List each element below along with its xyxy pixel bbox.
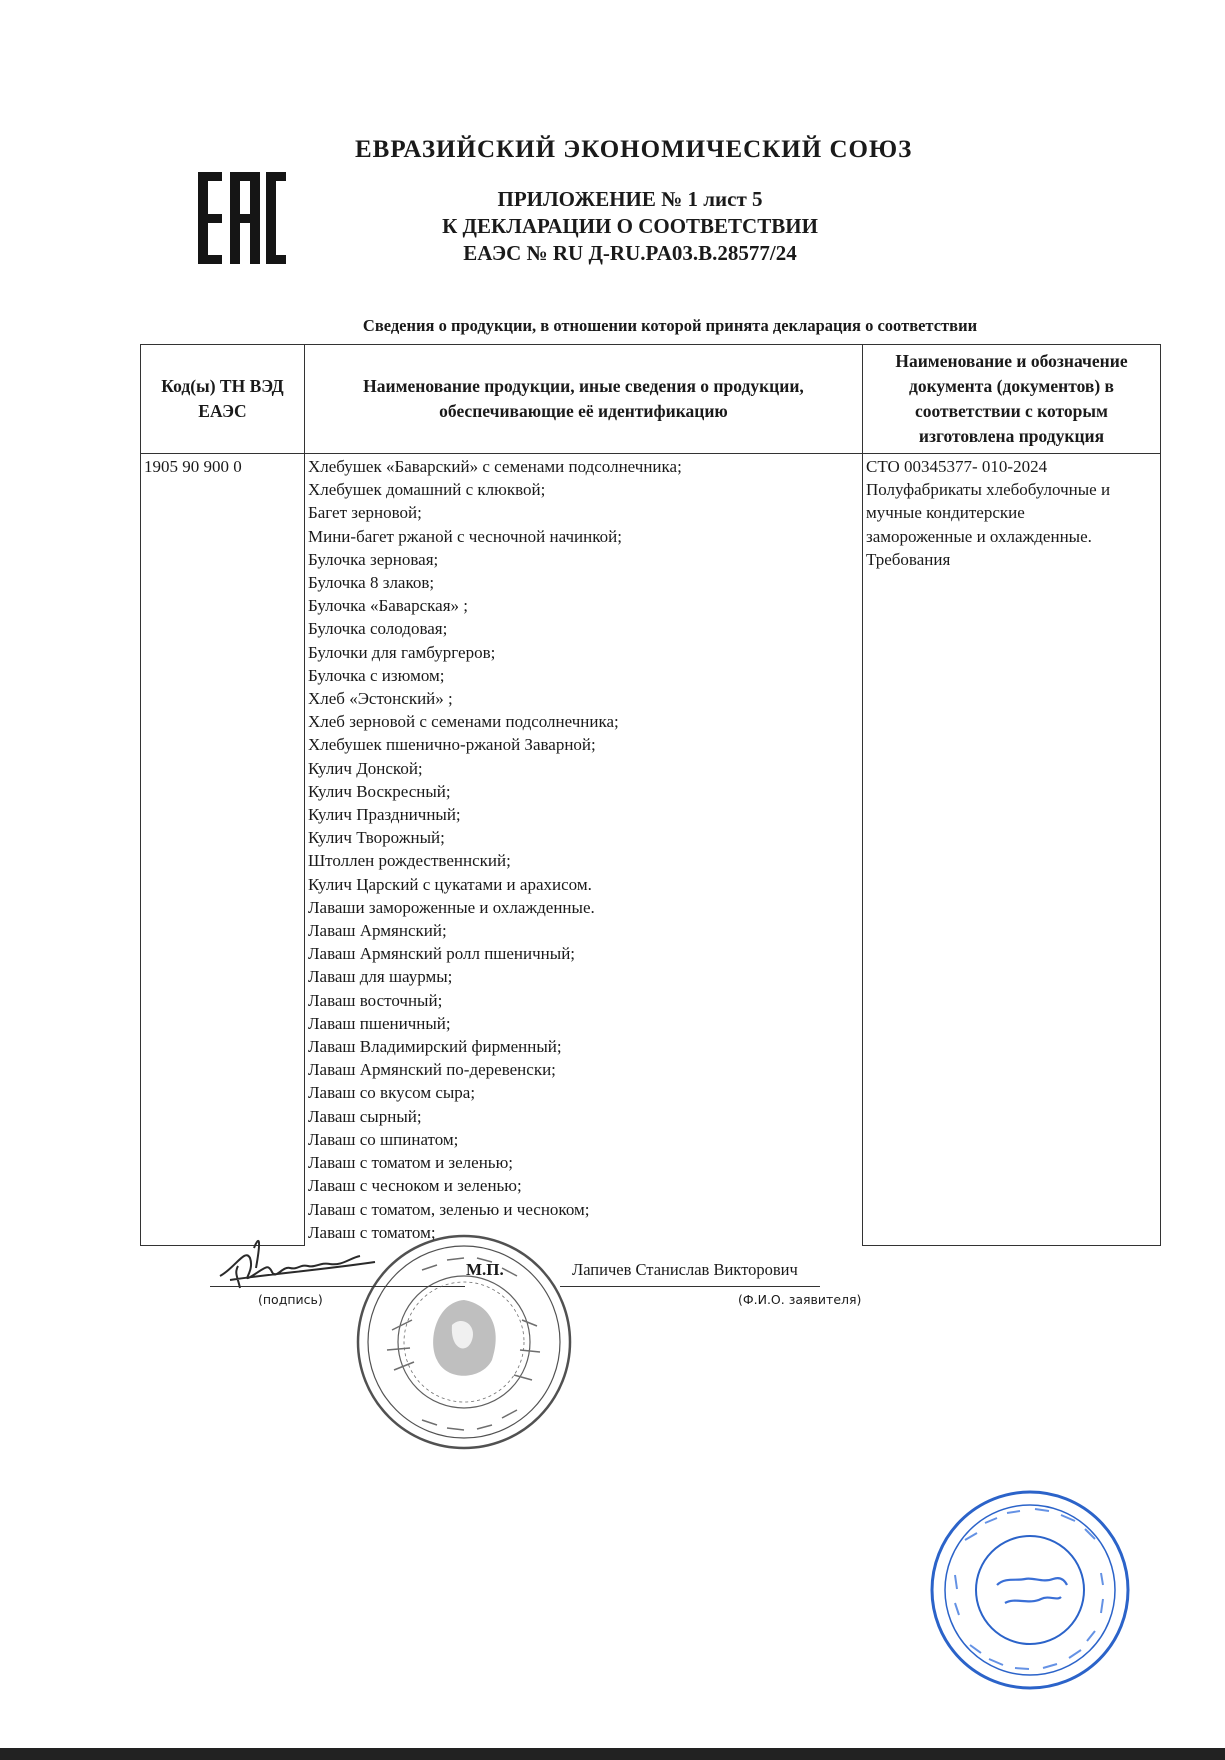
product-item: Лаваш Армянский ролл пшеничный;: [308, 944, 576, 964]
header-product-name: Наименование продукции, иные сведения о продукции, обеспечивающие её идентификацию: [305, 345, 863, 454]
header-standard-document: Наименование и обозначение документа (документов) в соответствии с которым изготовлена продукция: [863, 345, 1161, 454]
annex-heading: [380, 186, 880, 267]
product-item: Багет зерновой;: [308, 503, 422, 523]
product-list-cell: [305, 454, 863, 1246]
applicant-name: Лапичев Станислав Викторович: [572, 1260, 798, 1279]
product-item: Лаваш с томатом;: [308, 1222, 436, 1242]
company-seal: [352, 1230, 576, 1454]
product-item: Лаваши замороженные и охлажденные.: [308, 897, 595, 917]
product-item: Лаваш Владимирский фирменный;: [308, 1037, 562, 1057]
product-item: Лаваш с томатом и зеленью;: [308, 1153, 513, 1173]
product-item: Лаваш с чесноком и зеленью;: [308, 1176, 522, 1196]
product-item: Лаваш Армянский;: [308, 921, 447, 941]
seal-place-label: М.П.: [466, 1260, 504, 1279]
product-item: Булочка «Баварская» ;: [308, 596, 469, 616]
product-item: Кулич Творожный;: [308, 828, 445, 848]
standard-title-line: мучные кондитерские: [866, 503, 1025, 523]
hs-code-cell: 1905 90 900 0: [141, 454, 305, 1246]
annex-line-declaration: К ДЕКЛАРАЦИИ О СООТВЕТСТВИИ: [442, 214, 818, 238]
annex-line-number: ЕАЭС № RU Д-RU.PA03.B.28577/24: [463, 241, 797, 265]
products-subtitle: Сведения о продукции, в отношении которой принята декларация о соответствии: [362, 316, 978, 335]
product-item: Хлеб «Эстонский» ;: [308, 689, 453, 709]
header-hs-code: Код(ы) ТН ВЭД ЕАЭС: [141, 345, 305, 454]
applicant-caption: (Ф.И.О. заявителя): [738, 1292, 862, 1307]
annex-line-sheet: ПРИЛОЖЕНИЕ № 1 лист 5: [497, 187, 763, 211]
table-header-row: [141, 345, 1161, 454]
product-item: Лаваш для шаурмы;: [308, 967, 453, 987]
product-item: Хлебушек пшенично-ржаной Заварной;: [308, 735, 596, 755]
applicant-line: [560, 1286, 820, 1287]
product-item: Лаваш с томатом, зеленью и чесноком;: [308, 1199, 590, 1219]
eac-logo: [196, 170, 286, 266]
product-item: Кулич Праздничный;: [308, 805, 461, 825]
product-item: Булочка солодовая;: [308, 619, 448, 639]
product-item: Лаваш Армянский по-деревенски;: [308, 1060, 556, 1080]
product-item: Лаваш со шпинатом;: [308, 1129, 459, 1149]
products-table: [140, 344, 1161, 1246]
product-item: Лаваш восточный;: [308, 990, 443, 1010]
standard-title-line: Полуфабрикаты хлебобулочные и: [866, 480, 1111, 500]
standard-document-cell: [863, 454, 1161, 1246]
product-item: Хлебушек «Баварский» с семенами подсолнечника;: [308, 457, 682, 476]
product-item: Булочка с изюмом;: [308, 665, 445, 685]
product-item: Лаваш сырный;: [308, 1106, 422, 1126]
product-item: Хлеб зерновой с семенами подсолнечника;: [308, 712, 619, 732]
product-item: Штоллен рождественнский;: [308, 851, 511, 871]
product-item: Хлебушек домашний с клюквой;: [308, 480, 546, 500]
product-item: Лаваш пшеничный;: [308, 1013, 451, 1033]
product-item: Лаваш со вкусом сыра;: [308, 1083, 476, 1103]
standard-title-line: замороженные и охлажденные.: [866, 526, 1092, 546]
blue-stamp: [925, 1485, 1135, 1695]
product-item: Кулич Царский с цукатами и арахисом.: [308, 874, 592, 894]
product-item: Кулич Воскресный;: [308, 781, 451, 801]
product-item: Мини-багет ржаной с чесночной начинкой;: [308, 526, 622, 546]
signature-caption: (подпись): [258, 1292, 323, 1307]
product-item: Булочка 8 злаков;: [308, 573, 435, 593]
table-row: [141, 454, 1161, 1246]
standard-code: СТО 00345377- 010-2024: [866, 457, 1048, 476]
page-bottom-edge: [0, 1748, 1225, 1760]
product-item: Кулич Донской;: [308, 758, 423, 778]
union-title: ЕВРАЗИЙСКИЙ ЭКОНОМИЧЕСКИЙ СОЮЗ: [355, 136, 913, 163]
standard-title-line: Требования: [866, 549, 951, 569]
product-item: Булочка зерновая;: [308, 549, 439, 569]
product-item: Булочки для гамбургеров;: [308, 642, 496, 662]
